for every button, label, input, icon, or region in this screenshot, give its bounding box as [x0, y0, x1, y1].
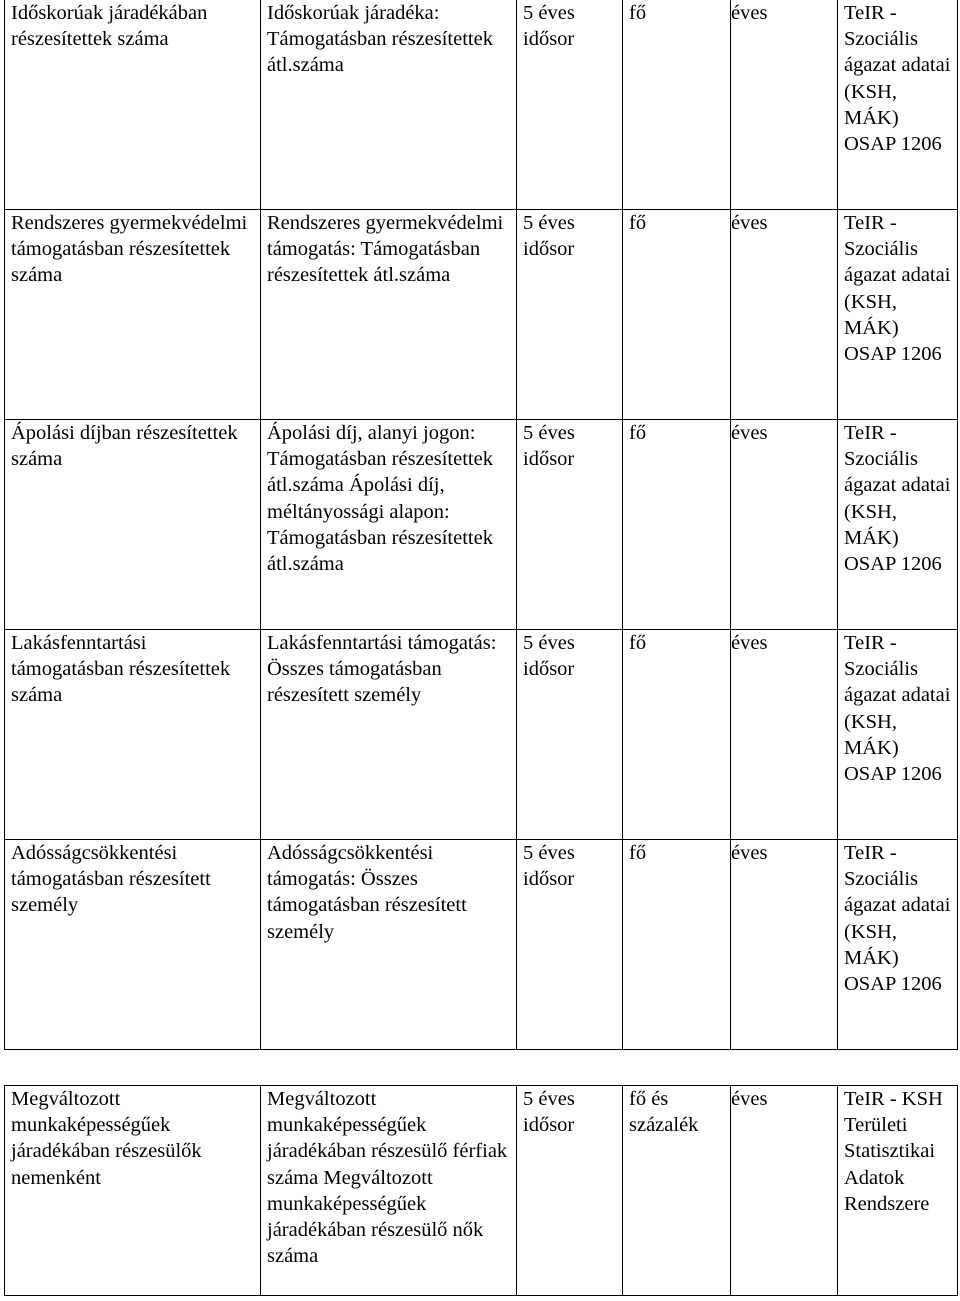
- source-cell: TeIR - Szociális ágazat adatai (KSH, MÁK) OSAP 1206: [838, 420, 958, 630]
- frequency-cell: éves: [731, 630, 838, 840]
- table-row: [5, 840, 958, 1050]
- indicator-cell: Megváltozott munkaképességűek járadékában részesülők nemenként: [5, 1086, 261, 1296]
- unit-cell: fő: [623, 210, 731, 420]
- indicator-table: [4, 0, 958, 1050]
- frequency-cell: éves: [731, 1086, 838, 1296]
- definition-cell: Időskorúak járadéka: Támogatásban részesítettek átl.száma: [261, 0, 517, 210]
- indicator-cell: Rendszeres gyermekvédelmi támogatásban részesítettek száma: [5, 210, 261, 420]
- frequency-cell: éves: [731, 840, 838, 1050]
- source-cell: TeIR - Szociális ágazat adatai (KSH, MÁK) OSAP 1206: [838, 0, 958, 210]
- table-row: [5, 420, 958, 630]
- indicator-cell: Lakásfenntartási támogatásban részesítettek száma: [5, 630, 261, 840]
- table-row: [5, 1086, 958, 1296]
- unit-cell: fő: [623, 840, 731, 1050]
- definition-cell: Ápolási díj, alanyi jogon: Támogatásban részesítettek átl.száma Ápolási díj, méltányossági alapon: Támogatásban részesítettek átl.száma: [261, 420, 517, 630]
- availability-cell: 5 éves idősor: [517, 1086, 623, 1296]
- indicator-table-second: [4, 1085, 958, 1296]
- table-row: [5, 0, 958, 210]
- indicator-cell: Időskorúak járadékában részesítettek száma: [5, 0, 261, 210]
- availability-cell: 5 éves idősor: [517, 420, 623, 630]
- frequency-cell: éves: [731, 0, 838, 210]
- source-cell: TeIR - Szociális ágazat adatai (KSH, MÁK) OSAP 1206: [838, 840, 958, 1050]
- unit-cell: fő és százalék: [623, 1086, 731, 1296]
- table-row: [5, 630, 958, 840]
- source-cell: TeIR - Szociális ágazat adatai (KSH, MÁK) OSAP 1206: [838, 630, 958, 840]
- indicator-cell: Ápolási díjban részesítettek száma: [5, 420, 261, 630]
- indicator-cell: Adósságcsökkentési támogatásban részesített személy: [5, 840, 261, 1050]
- availability-cell: 5 éves idősor: [517, 840, 623, 1050]
- source-cell: TeIR - Szociális ágazat adatai (KSH, MÁK) OSAP 1206: [838, 210, 958, 420]
- unit-cell: fő: [623, 0, 731, 210]
- availability-cell: 5 éves idősor: [517, 0, 623, 210]
- table-row: [5, 210, 958, 420]
- unit-cell: fő: [623, 630, 731, 840]
- availability-cell: 5 éves idősor: [517, 630, 623, 840]
- definition-cell: Lakásfenntartási támogatás: Összes támogatásban részesített személy: [261, 630, 517, 840]
- source-cell: TeIR - KSH Területi Statisztikai Adatok Rendszere: [838, 1086, 958, 1296]
- unit-cell: fő: [623, 420, 731, 630]
- frequency-cell: éves: [731, 210, 838, 420]
- frequency-cell: éves: [731, 420, 838, 630]
- availability-cell: 5 éves idősor: [517, 210, 623, 420]
- definition-cell: Megváltozott munkaképességűek járadékában részesülő férfiak száma Megváltozott munkaképességűek járadékában részesülő nők száma: [261, 1086, 517, 1296]
- definition-cell: Adósságcsökkentési támogatás: Összes támogatásban részesített személy: [261, 840, 517, 1050]
- definition-cell: Rendszeres gyermekvédelmi támogatás: Támogatásban részesítettek átl.száma: [261, 210, 517, 420]
